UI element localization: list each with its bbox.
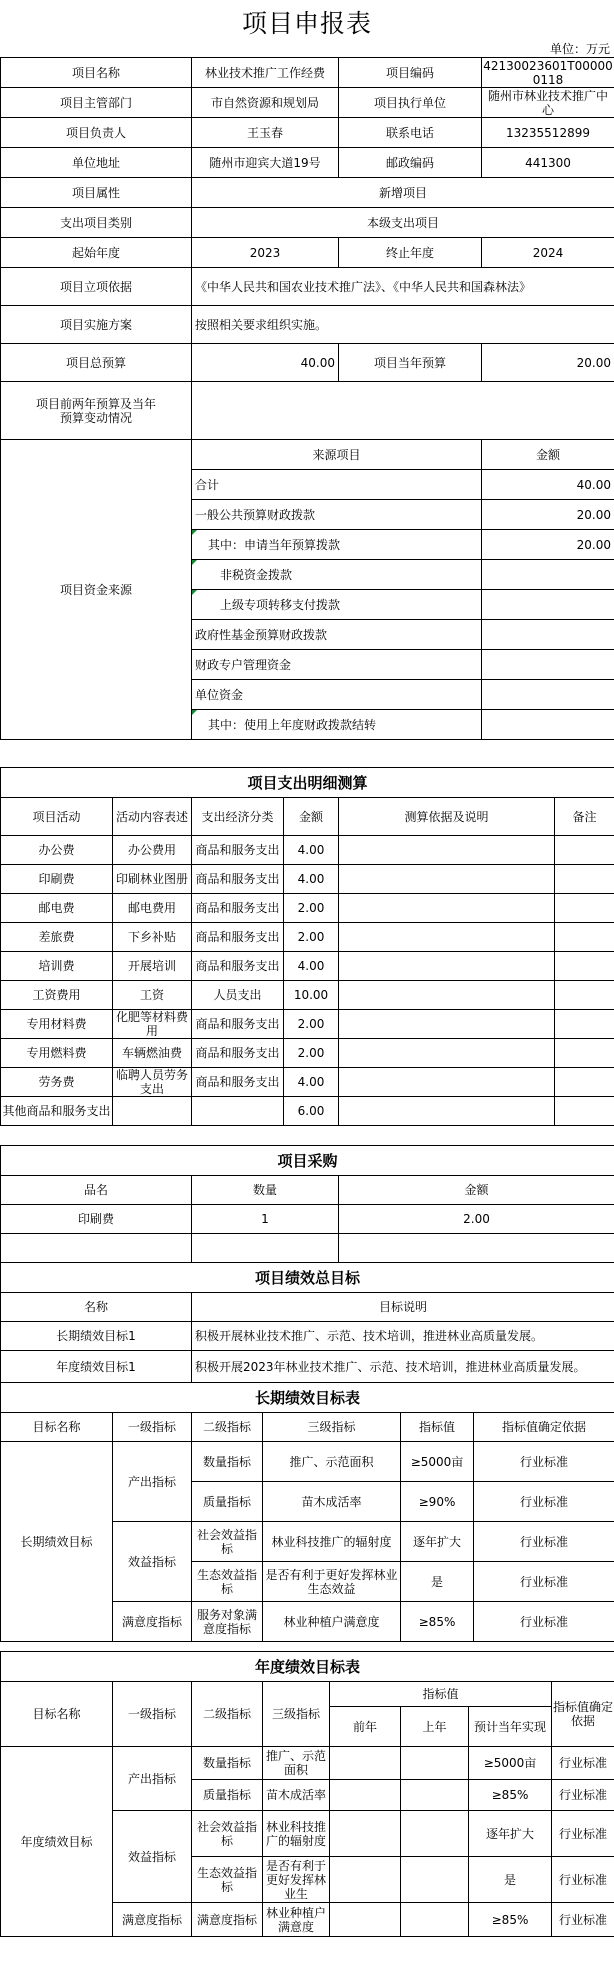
annual-expect: ≥5000亩 [469,1747,552,1780]
label-postcode: 邮政编码 [339,148,482,178]
expense-section-title: 项目支出明细测算 [1,768,614,798]
table-row [1,981,614,1010]
table-row [1,1068,614,1097]
long-term-level1: 满意度指标 [113,1602,192,1642]
expense-desc: 临聘人员劳务支出 [113,1068,192,1097]
funding-row-name: 政府性基金预算财政拨款 [192,620,482,650]
label-address: 单位地址 [1,148,192,178]
funding-row-amount [482,560,614,590]
label-type: 支出项目类别 [1,208,192,238]
annual-header-expect: 预计当年实现 [469,1707,552,1747]
long-term-level2: 质量指标 [192,1482,263,1522]
annual-last [401,1903,469,1937]
annual-level3: 林业科技推广的辐射度 [263,1811,330,1857]
purchase-section-title: 项目采购 [1,1146,614,1176]
annual-header-l3: 三级指标 [263,1682,330,1747]
label-attr: 项目属性 [1,178,192,208]
goals-section-title: 项目绩效总目标 [1,1263,614,1293]
annual-expect: ≥85% [469,1780,552,1811]
funding-row-name: 其中：申请当年预算拨款 [192,530,482,560]
value-attr: 新增项目 [192,178,614,208]
long-term-value: 逐年扩大 [401,1522,474,1562]
annual-level3: 是否有利于更好发挥林业生 [263,1857,330,1903]
long-term-header: 指标值 [401,1413,474,1442]
annual-prev [330,1903,401,1937]
table-row [1,1097,614,1126]
label-end-year: 终止年度 [339,238,482,268]
label-basis: 项目立项依据 [1,268,192,306]
purchase-amount [339,1234,614,1263]
expense-activity: 办公费 [1,836,113,865]
long-term-basis: 行业标准 [474,1602,614,1642]
expense-desc: 办公费用 [113,836,192,865]
long-term-header: 一级指标 [113,1413,192,1442]
annual-level2: 生态效益指标 [192,1857,263,1903]
annual-header-l1: 一级指标 [113,1682,192,1747]
long-term-level3: 林业科技推广的辐射度 [263,1522,401,1562]
expense-basis [339,923,555,952]
expense-amount: 6.00 [284,1097,339,1126]
annual-level2: 满意度指标 [192,1903,263,1937]
expense-class: 商品和服务支出 [192,865,284,894]
expense-activity: 印刷费 [1,865,113,894]
annual-level1: 满意度指标 [113,1903,192,1937]
expense-desc: 车辆燃油费 [113,1039,192,1068]
goal-name: 长期绩效目标1 [1,1322,192,1351]
long-term-section-title: 长期绩效目标表 [1,1383,614,1413]
annual-basis: 行业标准 [552,1780,614,1811]
expense-basis [339,981,555,1010]
annual-last [401,1811,469,1857]
expense-amount: 4.00 [284,952,339,981]
expense-activity: 专用材料费 [1,1010,113,1039]
value-project-name: 林业技术推广工作经费 [192,58,339,88]
long-term-level2: 生态效益指标 [192,1562,263,1602]
annual-header-last: 上年 [401,1707,469,1747]
funding-row-amount [482,650,614,680]
table-row [1,894,614,923]
label-project-name: 项目名称 [1,58,192,88]
expense-note [555,923,614,952]
expense-basis [339,952,555,981]
expense-class: 人员支出 [192,981,284,1010]
expense-header: 金额 [284,798,339,836]
long-term-level3: 苗木成活率 [263,1482,401,1522]
long-term-value: ≥5000亩 [401,1442,474,1482]
funding-header-source: 来源项目 [192,440,482,470]
expense-header: 项目活动 [1,798,113,836]
goals-table [0,1262,614,1383]
label-exec-unit: 项目执行单位 [339,88,482,118]
table-row [1,1322,614,1351]
label-current-budget: 项目当年预算 [339,344,482,382]
value-prev-budget [192,382,614,440]
funding-row-name: 财政专户管理资金 [192,650,482,680]
annual-prev [330,1857,401,1903]
annual-header-basis: 指标值确定依据 [552,1682,614,1747]
expense-amount: 10.00 [284,981,339,1010]
expense-note [555,1068,614,1097]
expense-amount: 4.00 [284,1068,339,1097]
annual-expect: 是 [469,1857,552,1903]
expense-amount: 2.00 [284,894,339,923]
value-project-code: 42130023601T000000118 [483,58,613,87]
annual-basis: 行业标准 [552,1811,614,1857]
annual-prev [330,1780,401,1811]
long-term-level3: 是否有利于更好发挥林业生态效益 [263,1562,401,1602]
expense-header: 测算依据及说明 [339,798,555,836]
expense-class: 商品和服务支出 [192,952,284,981]
unit-label: 单位：万元 [549,42,610,56]
annual-level1: 产出指标 [113,1747,192,1811]
expense-amount: 2.00 [284,1010,339,1039]
expense-note [555,865,614,894]
long-term-header: 三级指标 [263,1413,401,1442]
expense-amount: 2.00 [284,1039,339,1068]
long-term-value: ≥85% [401,1602,474,1642]
expense-header: 支出经济分类 [192,798,284,836]
funding-row-name: 一般公共预算财政拨款 [192,500,482,530]
purchase-qty [192,1234,339,1263]
expense-basis [339,1068,555,1097]
expense-desc: 化肥等材料费用 [113,1010,192,1039]
table-row [1,1747,614,1780]
annual-basis: 行业标准 [552,1857,614,1903]
long-term-value: ≥90% [401,1482,474,1522]
funding-row-amount [482,620,614,650]
expense-header: 备注 [555,798,614,836]
expense-activity: 邮电费 [1,894,113,923]
value-end-year: 2024 [482,238,614,268]
expense-note [555,1097,614,1126]
expense-basis [339,894,555,923]
expense-class [192,1097,284,1126]
purchase-header: 数量 [192,1176,339,1205]
purchase-header: 金额 [339,1176,614,1205]
goals-header: 目标说明 [192,1293,614,1322]
funding-row-amount [482,680,614,710]
value-phone: 13235512899 [482,118,614,148]
annual-goal-name: 年度绩效目标 [1,1747,113,1937]
annual-prev [330,1811,401,1857]
expense-amount: 4.00 [284,865,339,894]
long-term-level1: 产出指标 [113,1442,192,1522]
expense-note [555,894,614,923]
annual-expect: 逐年扩大 [469,1811,552,1857]
expense-desc: 开展培训 [113,952,192,981]
long-term-basis: 行业标准 [474,1522,614,1562]
basic-info-table [0,57,614,740]
annual-header-goal: 目标名称 [1,1682,113,1747]
expense-basis [339,1097,555,1126]
annual-level1: 效益指标 [113,1811,192,1903]
expense-note [555,952,614,981]
table-row [1,923,614,952]
expense-basis [339,1010,555,1039]
long-term-header: 指标值确定依据 [474,1413,614,1442]
long-term-level3: 林业种植户满意度 [263,1602,401,1642]
expense-desc: 下乡补贴 [113,923,192,952]
long-term-header: 二级指标 [192,1413,263,1442]
table-row [1,1039,614,1068]
annual-expect: ≥85% [469,1903,552,1937]
long-term-level2: 数量指标 [192,1442,263,1482]
long-term-basis: 行业标准 [474,1442,614,1482]
expense-table [0,767,614,1126]
expense-basis [339,836,555,865]
long-term-level2: 服务对象满意度指标 [192,1602,263,1642]
expense-desc: 印刷林业图册 [113,865,192,894]
label-phone: 联系电话 [339,118,482,148]
value-type: 本级支出项目 [192,208,614,238]
label-project-code: 项目编码 [339,58,482,88]
expense-note [555,836,614,865]
value-owner: 王玉春 [192,118,339,148]
value-basis: 《中华人民共和国农业技术推广法》、《中华人民共和国森林法》 [192,268,614,306]
annual-level2: 社会效益指标 [192,1811,263,1857]
annual-last [401,1857,469,1903]
value-dept: 市自然资源和规划局 [192,88,339,118]
expense-class: 商品和服务支出 [192,1039,284,1068]
expense-amount: 2.00 [284,923,339,952]
annual-level3: 苗木成活率 [263,1780,330,1811]
table-row [1,836,614,865]
funding-row-name: 其中：使用上年度财政拨款结转 [192,710,482,740]
expense-activity: 专用燃料费 [1,1039,113,1068]
expense-class: 商品和服务支出 [192,836,284,865]
funding-row-amount: 20.00 [482,500,614,530]
expense-class: 商品和服务支出 [192,894,284,923]
annual-level2: 数量指标 [192,1747,263,1780]
purchase-amount: 2.00 [339,1205,614,1234]
expense-activity: 劳务费 [1,1068,113,1097]
expense-note [555,1039,614,1068]
label-total-budget: 项目总预算 [1,344,192,382]
purchase-table [0,1145,614,1263]
annual-prev [330,1747,401,1780]
funding-row-name: 合计 [192,470,482,500]
goal-desc: 积极开展林业技术推广、示范、技术培训，推进林业高质量发展。 [192,1322,614,1351]
long-term-value: 是 [401,1562,474,1602]
value-postcode: 441300 [482,148,614,178]
long-term-goal-name: 长期绩效目标 [1,1442,113,1642]
long-term-header: 目标名称 [1,1413,113,1442]
funding-row-amount: 40.00 [482,470,614,500]
expense-desc [113,1097,192,1126]
value-address: 随州市迎宾大道19号 [192,148,339,178]
long-term-level2: 社会效益指标 [192,1522,263,1562]
funding-row-name: 单位资金 [192,680,482,710]
table-row [1,1010,614,1039]
long-term-level1: 效益指标 [113,1522,192,1602]
label-funding-source: 项目资金来源 [1,440,192,740]
value-plan: 按照相关要求组织实施。 [192,306,614,344]
goals-header: 名称 [1,1293,192,1322]
purchase-item [1,1234,192,1263]
annual-basis: 行业标准 [552,1903,614,1937]
annual-level3: 推广、示范面积 [263,1747,330,1780]
expense-amount: 4.00 [284,836,339,865]
label-start-year: 起始年度 [1,238,192,268]
goal-desc: 积极开展2023年林业技术推广、示范、技术培训，推进林业高质量发展。 [192,1351,614,1383]
table-row [1,952,614,981]
expense-basis [339,1039,555,1068]
label-prev-budget: 项目前两年预算及当年预算变动情况 [1,382,192,440]
annual-level2: 质量指标 [192,1780,263,1811]
annual-header-l2: 二级指标 [192,1682,263,1747]
funding-row-name: 非税资金拨款 [192,560,482,590]
label-plan: 项目实施方案 [1,306,192,344]
table-row [1,865,614,894]
table-row [1,1234,614,1263]
annual-last [401,1747,469,1780]
funding-header-amount: 金额 [482,440,614,470]
annual-header-value: 指标值 [330,1682,552,1707]
long-term-basis: 行业标准 [474,1482,614,1522]
purchase-qty: 1 [192,1205,339,1234]
expense-activity: 工资费用 [1,981,113,1010]
value-exec-unit: 随州市林业技术推广中心 [482,88,614,118]
long-term-level3: 推广、示范面积 [263,1442,401,1482]
document-title: 项目申报表 [241,9,372,38]
funding-row-amount [482,590,614,620]
table-row [1,1205,614,1234]
expense-desc: 邮电费用 [113,894,192,923]
annual-basis: 行业标准 [552,1747,614,1780]
expense-note [555,981,614,1010]
expense-header: 活动内容表述 [113,798,192,836]
expense-class: 商品和服务支出 [192,923,284,952]
purchase-item: 印刷费 [1,1205,192,1234]
annual-last [401,1780,469,1811]
table-row [1,1351,614,1383]
funding-row-amount [482,710,614,740]
funding-row-name: 上级专项转移支付拨款 [192,590,482,620]
long-term-table [0,1382,614,1642]
expense-note [555,1010,614,1039]
annual-table [0,1651,614,1937]
table-row [1,1442,614,1482]
value-current-budget: 20.00 [482,344,614,382]
value-start-year: 2023 [192,238,339,268]
label-dept: 项目主管部门 [1,88,192,118]
annual-header-prev: 前年 [330,1707,401,1747]
annual-section-title: 年度绩效目标表 [1,1652,614,1682]
label-owner: 项目负责人 [1,118,192,148]
purchase-header: 品名 [1,1176,192,1205]
expense-desc: 工资 [113,981,192,1010]
expense-activity: 培训费 [1,952,113,981]
expense-class: 商品和服务支出 [192,1068,284,1097]
funding-row-amount: 20.00 [482,530,614,560]
expense-basis [339,865,555,894]
goal-name: 年度绩效目标1 [1,1351,192,1383]
value-total-budget: 40.00 [192,344,339,382]
long-term-basis: 行业标准 [474,1562,614,1602]
annual-level3: 林业种植户满意度 [263,1903,330,1937]
expense-class: 商品和服务支出 [192,1010,284,1039]
expense-activity: 差旅费 [1,923,113,952]
expense-activity: 其他商品和服务支出 [1,1097,113,1126]
